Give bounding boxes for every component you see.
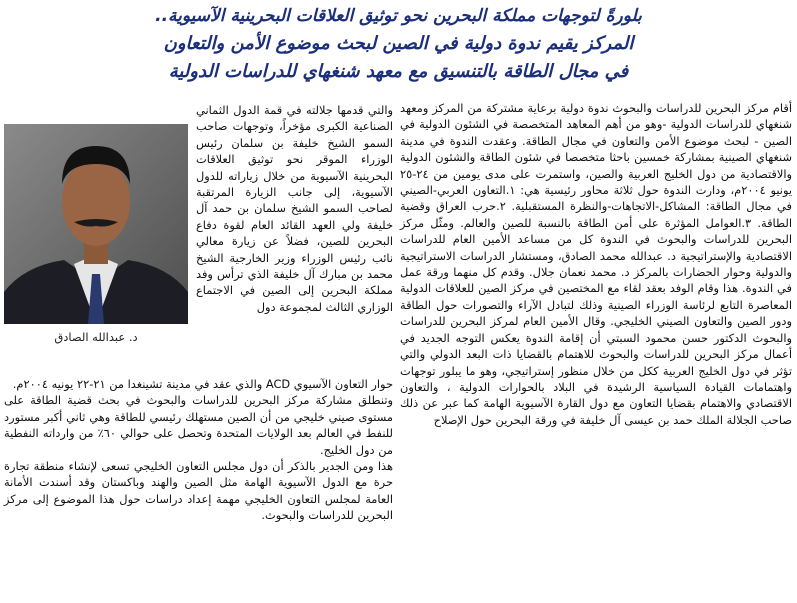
right-column-text: أقام مركز البحرين للدراسات والبحوث ندوة دولية برعاية مشتركة من المركز ومعهد شنغهاي للدراسات الدولية -وهو من أهم المعاهد المتخصصة في الشئون الدولية في الصين - لبحث موضوع الأمن والتعاون في مجال الطاقة. وعقدت الندوة في مدينة شنغهاي الصينية بمشاركة خمسين باحثا متخصصا في شئون الطاقة والشئون الدولية والاقتصادية من دول الخليج العربية والصين، واستمرت على مدى يومين من ٢٤-٢٥ يونيو ٢٠٠٤م، ودارت الندوة حول ثلاثة محاور رئيسية هي: ١.التعاون العربي-الصيني في مجال الطاقة: المشاكل-الاتجاهات-والنظرة المستقبلية. ٢.حرب العراق وقضية الطاقة. ٣.العوامل المؤثرة على أمن الطاقة بالنسبة للصين والعالم. ومثّل مركز البحرين للدراسات والبحوث في الندوة كل من مساعد الأمين العام للدراسات الاقتصادية والإستراتيجية د. عبدالله محمد الصادق، ومستشار الدراسات الاستراتيجية والدولية وحوار الحضارات بالمركز د. محمد نعمان جلال. وقدم كل منهما ورقة عمل في الندوة. هذا وقام الوفد بعقد لقاء مع المختصين في مركز الصين للعلاقات الدولية المعاصرة التابع لرئاسة الوزراء الصينية وذلك لتبادل الآراء والتصورات حول الطاقة ودور الصين والتعاون الصيني الخليجي. وقال الأمين العام لمركز البحرين للدراسات والبحوث الدكتور حسن محمود السبتي أن إقامة الندوة يعكس التوجه الجديد في أعمال مركز البحرين للدراسات والبحوث للاهتمام بالقضايا ذات البعد الدولي والتي تؤثر في دول الخليج العربية ككل من خلال منظور إستراتيجي، وهو ما يبلور توجهات واهتمامات القيادة السياسية الرشيدة في البلاد بالحوارات الدولية ، والتعاون الاقتصادي والاهتمام بقضايا التعاون مع دول القارة الآسيوية الهامة كما عبر عن ذلك صاحب الجلالة الملك حمد بن عيسى آل خليفة في ورقة البحرين حول الإصلاح: [400, 101, 793, 427]
article-left-column-top: [196, 102, 393, 315]
headline-line-2: المركز يقيم ندوة دولية في الصين لبحث موضوع الأمن والتعاون: [163, 33, 634, 54]
article-left-column-bottom: [4, 376, 393, 524]
headline-line-3: في مجال الطاقة بالتنسيق مع معهد شنغهاي للدراسات الدولية: [168, 61, 629, 82]
author-photo: [4, 124, 188, 324]
headline-block: [0, 2, 797, 86]
article-right-column: [400, 100, 792, 428]
paragraph: حوار التعاون الآسيوي ACD والذي عقد في مدينة تشينغدا من ٢١-٢٢ يونيه ٢٠٠٤م.: [12, 377, 393, 391]
left-top-text: والتي قدمها جلالته في قمة الدول الثماني الصناعية الكبرى مؤخراً، وتوجهات صاحب السمو الشيخ خليفة بن سلمان رئيس الوزراء الموقر نحو توثيق العلاقات البحرينية الآسيوية من خلال زياراته للدول الآسيوية، إلى جانب الزيارة المرتقبة لصاحب السمو الشيخ سلمان بن حمد آل خليفة ولي العهد القائد العام لقوة دفاع البحرين للصين، فضلاً عن زيارة معالي نائب رئيس الوزراء وزير الخارجية الشيخ محمد بن مبارك آل خليفة الذي ترأس وفد مملكة البحرين إلى الصين في الاجتماع الوزاري الثالث لمجموعة دول: [196, 103, 393, 314]
headline-line-1: بلورةً لتوجهات مملكة البحرين نحو توثيق العلاقات البحرينية الآسيوية..: [155, 6, 642, 26]
paragraph: وتنطلق مشاركة مركز البحرين للدراسات والبحوث في بحث قضية الطاقة على مستوى صيني خليجي من أن الصين مستهلك رئيسي للطاقة وهي ثاني أكبر مستورد للنفط في العالم بعد الولايات المتحدة وتحصل على حوالي ٦٠٪ من وارداته النفطية من دول الخليج.: [4, 393, 394, 457]
photo-caption: د. عبدالله الصادق: [54, 330, 138, 344]
portrait-image: [4, 124, 188, 324]
paragraph: هذا ومن الجدير بالذكر أن دول مجلس التعاون الخليجي تسعى لإنشاء منطقة تجارة حرة مع الدول الآسيوية الهامة مثل الصين والهند وباكستان وقد أسندت الأمانة العامة لمجلس التعاون الخليجي مهمة إعداد دراسات حول هذا الموضوع إلى مركز البحرين للدراسات والبحوث.: [4, 459, 393, 523]
